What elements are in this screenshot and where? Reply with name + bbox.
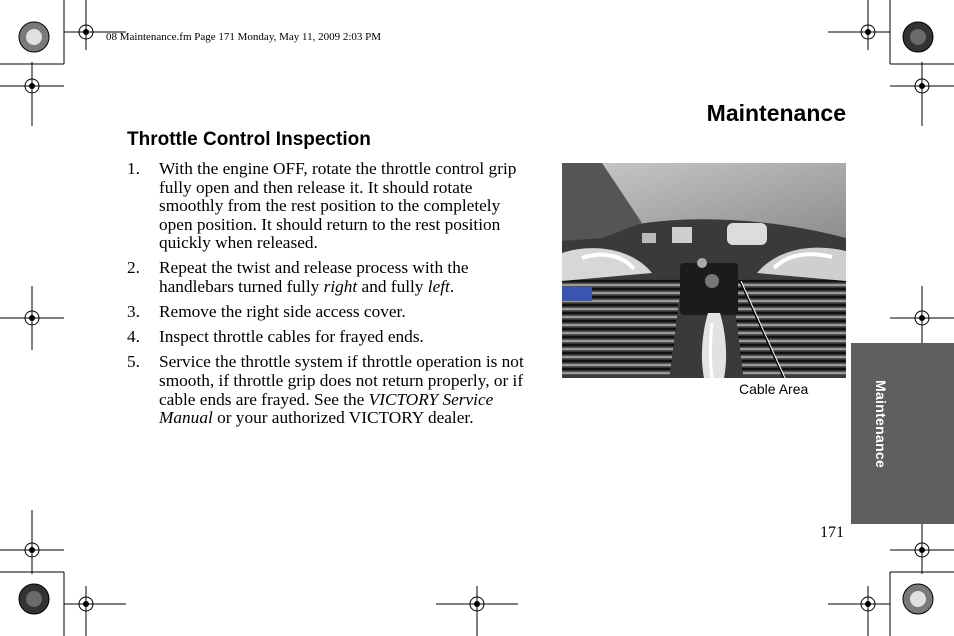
steps-list — [127, 160, 537, 434]
step-text: Repeat the twist and release process with the handlebars turned fully — [159, 258, 469, 297]
step-text: With the engine OFF, rotate the throttle control grip fully open and then release it. It should rotate smoothly from the rest position to the completely open position. It should return to the rest position quickly when released. — [159, 159, 517, 253]
section-heading: Throttle Control Inspection — [127, 129, 371, 150]
file-info-header: 08 Maintenance.fm Page 171 Monday, May 11, 2009 2:03 PM — [106, 31, 382, 43]
step-text: Remove the right side access cover. — [159, 302, 406, 322]
step-text: Inspect throttle cables for frayed ends. — [159, 327, 424, 347]
step-number: 5. — [127, 352, 140, 372]
step-text: Service the throttle system if throttle operation is not smooth, if throttle grip does not return properly, or if cable ends are frayed. See the — [159, 352, 524, 409]
engine-photo — [562, 163, 846, 378]
side-tab-label: Maintenance — [873, 380, 889, 469]
step-text: or your authorized VICTORY dealer. — [212, 408, 474, 428]
step-number: 3. — [127, 302, 140, 322]
page-title: Maintenance — [706, 100, 846, 126]
step-emphasis: right — [323, 277, 358, 297]
step-item — [127, 353, 537, 427]
side-tab — [851, 343, 954, 524]
step-number: 1. — [127, 159, 140, 178]
step-text: and fully — [357, 277, 428, 297]
step-item — [127, 160, 537, 253]
step-text: . — [449, 277, 455, 297]
step-emphasis: left — [427, 277, 450, 297]
step-number: 4. — [127, 327, 140, 347]
step-item — [127, 259, 537, 296]
step-number: 2. — [127, 258, 140, 278]
step-emphasis: VICTORY Service Manual — [159, 389, 494, 428]
step-item — [127, 328, 537, 347]
page-number: 171 — [820, 524, 844, 541]
figure-caption: Cable Area — [739, 381, 809, 397]
step-item — [127, 303, 537, 322]
